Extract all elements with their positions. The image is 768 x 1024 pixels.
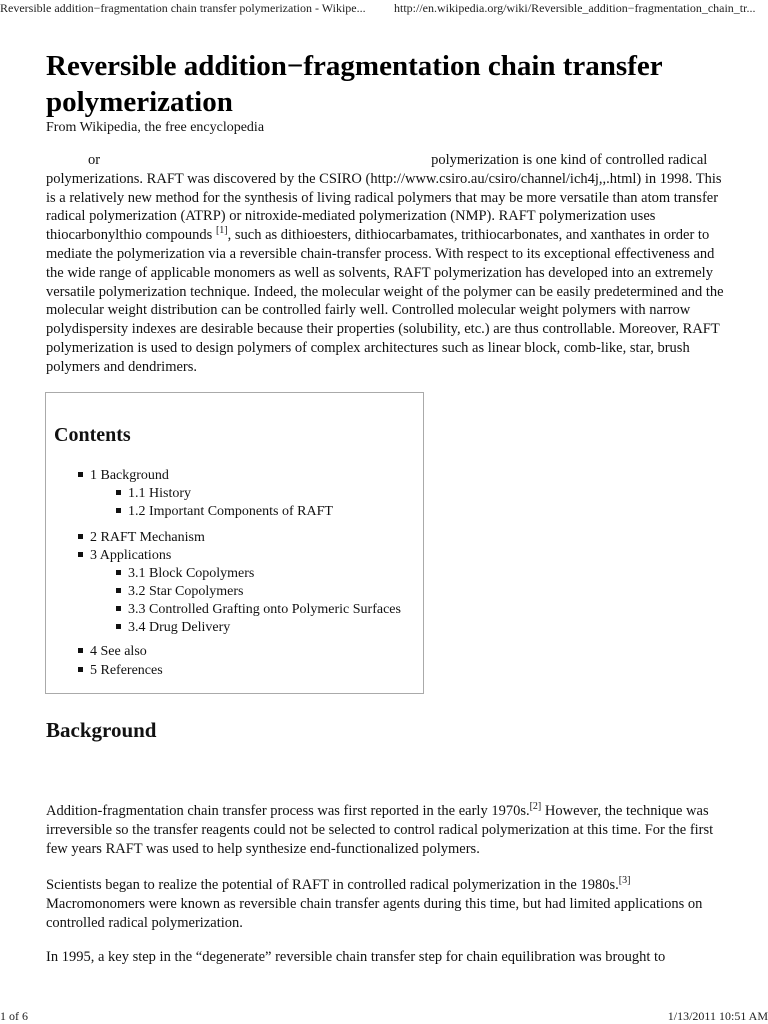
print-header-title: Reversible addition−fragmentation chain transfer polymerization - Wikipe... bbox=[0, 1, 366, 15]
print-datetime: 1/13/2011 10:51 AM bbox=[667, 1009, 768, 1023]
reference-link-1[interactable]: [1] bbox=[215, 225, 228, 237]
section-heading-background: Background bbox=[46, 718, 157, 742]
toc-item-label: 3.2 Star Copolymers bbox=[128, 584, 244, 599]
intro-paragraph bbox=[46, 151, 726, 377]
page-number: 1 of 6 bbox=[0, 1009, 28, 1023]
paragraph-text: Addition-fragmentation chain transfer process was first reported in the early 1970s. bbox=[46, 803, 530, 819]
toc-item-background[interactable] bbox=[78, 467, 169, 485]
toc-item-label: 5 References bbox=[90, 663, 163, 678]
bullet-icon bbox=[116, 624, 121, 629]
bullet-icon bbox=[116, 508, 121, 513]
toc-item-references[interactable] bbox=[78, 662, 163, 680]
toc-item-history[interactable] bbox=[116, 485, 191, 503]
bullet-icon bbox=[78, 534, 83, 539]
paragraph-text: Scientists began to realize the potential of RAFT in controlled radical polymerization in the 1980s. bbox=[46, 877, 619, 893]
bullet-icon bbox=[116, 606, 121, 611]
bullet-icon bbox=[78, 552, 83, 557]
toc-item-label: 3 Applications bbox=[90, 548, 172, 563]
bullet-icon bbox=[116, 570, 121, 575]
print-footer bbox=[0, 1008, 768, 1024]
background-paragraph-2 bbox=[46, 876, 726, 932]
toc-item-label: 3.3 Controlled Grafting onto Polymeric Surfaces bbox=[128, 602, 401, 617]
print-header bbox=[0, 0, 768, 16]
reference-link-3[interactable]: [3] bbox=[618, 875, 631, 887]
toc-item-label: 1.2 Important Components of RAFT bbox=[128, 504, 333, 519]
reference-link-2[interactable]: [2] bbox=[529, 801, 542, 813]
toc-item-label: 3.4 Drug Delivery bbox=[128, 620, 231, 635]
toc-item-controlled-grafting[interactable] bbox=[116, 601, 401, 619]
toc-item-label: 1.1 History bbox=[128, 486, 191, 501]
toc-item-label: 3.1 Block Copolymers bbox=[128, 566, 255, 581]
intro-text-a: polymerization is one kind of controlled radical polymerizations. RAFT was discovered by the CSIRO (http://www.csiro.au/csiro/channel/ich4j,,.html) in 1998. This is a relatively new method for the synthesis of living radical polymers that may be more versatile than atom transfer radical polymerization (ATRP) or nitroxide-mediated polymerization (NMP). RAFT polymerization uses thiocarbonylthio compounds bbox=[46, 152, 722, 244]
page-title: Reversible addition−fragmentation chain transfer polymerization bbox=[46, 50, 663, 118]
toc-item-raft-mechanism[interactable] bbox=[78, 529, 205, 547]
bullet-icon bbox=[116, 490, 121, 495]
toc-item-drug-delivery[interactable] bbox=[116, 619, 230, 637]
print-header-url: http://en.wikipedia.org/wiki/Reversible_addition−fragmentation_chain_tr... bbox=[394, 1, 756, 15]
toc-item-label: 2 RAFT Mechanism bbox=[90, 530, 205, 545]
bullet-icon bbox=[78, 648, 83, 653]
paragraph-text: However, the technique was irreversible so the transfer reagents could not be selected to control radical polymerization at this time. For the first few years RAFT was used to help synthesize end-functionalized polymers. bbox=[46, 803, 714, 857]
toc-item-applications[interactable] bbox=[78, 547, 171, 565]
bullet-icon bbox=[116, 588, 121, 593]
table-of-contents bbox=[45, 392, 424, 694]
toc-title: Contents bbox=[54, 424, 131, 446]
toc-item-see-also[interactable] bbox=[78, 643, 147, 661]
intro-text-b: , such as dithioesters, dithiocarbamates, trithiocarbonates, and xanthates in order to mediate the polymerization via a reversible chain-transfer process. With respect to its exceptional effectiveness and the wide range of applicable monomers as well as solvents, RAFT polymerization has developed into an extremely versatile polymerization technique. Indeed, the molecular weight of the polymer can be easily predetermined and the molecular weight distribution can be controlled fairly well. Controlled molecular weight polymers with narrow polydispersity indexes are desirable because their properties (solubility, etc.) are thus controllable. Moreover, RAFT polymerization is used to design polymers of complex architectures such as linear block, comb-like, star, brush polymers and dendrimers. bbox=[46, 227, 724, 375]
bullet-icon bbox=[78, 667, 83, 672]
toc-item-label: 1 Background bbox=[90, 468, 169, 483]
toc-item-important-components[interactable] bbox=[116, 503, 333, 521]
paragraph-text: Macromonomers were known as reversible chain transfer agents during this time, but had limited applications on controlled radical polymerization. bbox=[46, 895, 703, 931]
intro-or-word: or bbox=[88, 152, 101, 168]
toc-item-star-copolymers[interactable] bbox=[116, 583, 244, 601]
bullet-icon bbox=[78, 472, 83, 477]
toc-item-label: 4 See also bbox=[90, 644, 147, 659]
tagline: From Wikipedia, the free encyclopedia bbox=[46, 120, 265, 135]
toc-item-block-copolymers[interactable] bbox=[116, 565, 254, 583]
background-paragraph-3: In 1995, a key step in the “degenerate” reversible chain transfer step for chain equilibration was brought to bbox=[46, 949, 666, 965]
background-paragraph-1 bbox=[46, 802, 726, 858]
